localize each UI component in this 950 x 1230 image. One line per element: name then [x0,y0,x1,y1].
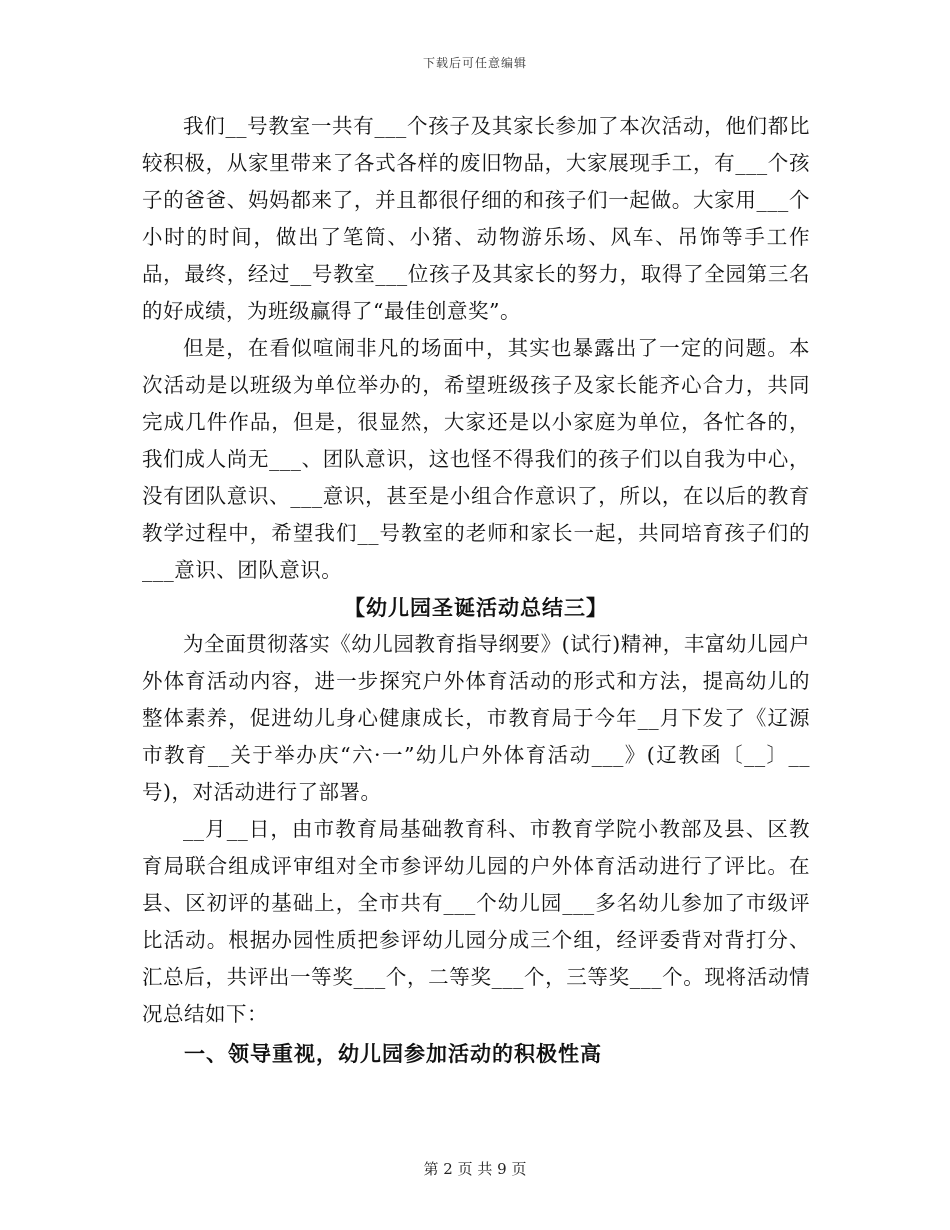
paragraph-evaluation: __月__日，由市教育局基础教育科、市教育学院小教部及县、区教育局联合组成评审组对全市参评幼儿园的户外体育活动进行了评比。在县、区初评的基础上，全市共有___个幼儿园___多名幼儿参加了市级评比活动。根据办园性质把参评幼儿园分成三个组，经评委背对背打分、汇总后，共评出一等奖___个，二等奖___个，三等奖___个。现将活动情况总结如下： [142,817,810,1026]
section-title: 【幼儿园圣诞活动总结三】 [344,595,608,620]
document-body [142,108,810,1072]
paragraph-background: 为全面贯彻落实《幼儿园教育指导纲要》(试行)精神，丰富幼儿园户外体育活动内容，进一步探究户外体育活动的形式和方法，提高幼儿的整体素养，促进幼儿身心健康成长，市教育局于今年__月下发了《辽源市教育__关于举办庆“六·一”幼儿户外体育活动___》(辽教函〔__〕__号)，对活动进行了部署。 [142,632,810,804]
page-header-note: 下载后可任意编辑 [422,56,527,70]
page-number: 第 2 页 共 9 页 [423,1160,527,1178]
subheading-leadership: 一、领导重视，幼儿园参加活动的积极性高 [184,1041,602,1066]
paragraph-problems: 但是，在看似喧闹非凡的场面中，其实也暴露出了一定的问题。本次活动是以班级为单位举办的，希望班级孩子及家长能齐心合力，共同完成几件作品，但是，很显然，大家还是以小家庭为单位，各忙各的，我们成人尚无___、团队意识，这也怪不得我们的孩子们以自我为中心，没有团队意识、___意识，甚至是小组合作意识了，所以，在以后的教育教学过程中，希望我们__号教室的老师和家长一起，共同培育孩子们的___意识、团队意识。 [142,336,810,582]
paragraph-classroom-activity: 我们__号教室一共有___个孩子及其家长参加了本次活动，他们都比较积极，从家里带来了各式各样的废旧物品，大家展现手工，有___个孩子的爸爸、妈妈都来了，并且都很仔细的和孩子们一起做。大家用___个小时的时间，做出了笔筒、小猪、动物游乐场、风车、吊饰等手工作品，最终，经过__号教室___位孩子及其家长的努力，取得了全园第三名的好成绩，为班级赢得了“最佳创意奖”。 [142,114,810,323]
